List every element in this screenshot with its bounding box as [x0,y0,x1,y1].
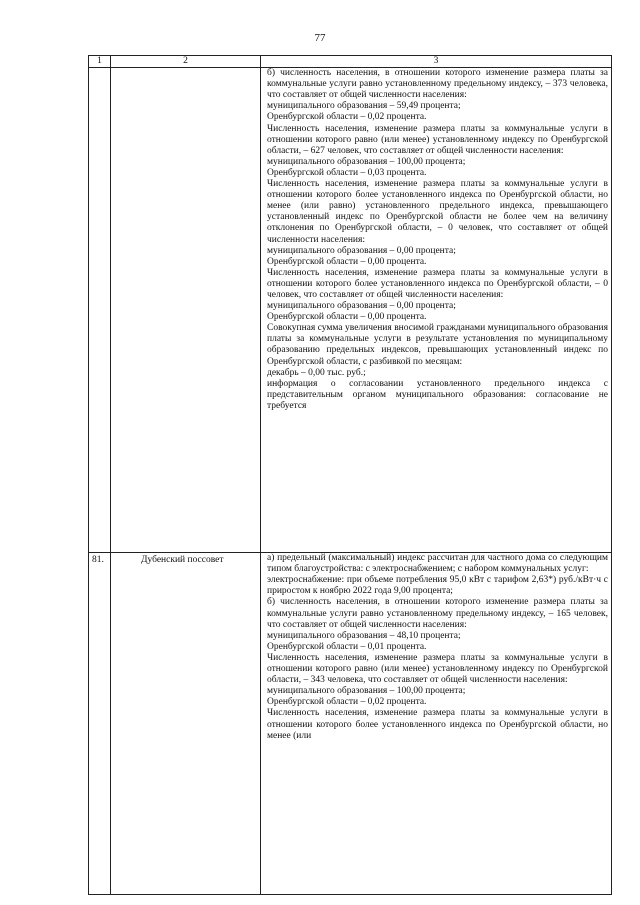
paragraph: а) предельный (максимальный) индекс рассчитан для частного дома со следующим типом благоустройства: с электроснабжением; с набором коммунальных услуг: [267,553,608,575]
paragraph: Оренбургской области – 0,02 процента. [267,697,427,708]
paragraph: электроснабжение: при объеме потребления 95,0 кВт с тарифом 2,63*) руб./кВт·ч с приростом к ноябрю 2022 года 9,00 процента; [267,575,608,597]
table-row [89,68,612,553]
paragraph: Оренбургской области – 0,03 процента. [267,167,427,178]
paragraph: муниципального образования – 59,49 процента; [267,101,461,112]
paragraph: Совокупная сумма увеличения вносимой гражданами муниципального образования платы за коммунальные услуги в результате установления по муниципальному образованию предельных индексов, превышающих установленный индекс по Оренбургской области, с разбивкой по месяцам: [267,323,608,367]
paragraph: Численность населения, изменение размера платы за коммунальные услуги в отношении которого равно (или менее) установленному индексу по Оренбургской области, – 627 человек, что составляет от общей численности населения: [267,123,608,156]
row-number: 81. [89,553,111,895]
document-table [88,55,612,895]
table-row [89,553,612,895]
page-number: 77 [314,32,326,44]
paragraph: б) численность населения, в отношении которого изменение размера платы за коммунальные услуги равно установленному предельному индексу, – 165 человек, что составляет от общей численности населения: [267,597,608,630]
paragraph: декабрь – 0,00 тыс. руб.; [267,367,366,378]
row-number [89,68,111,553]
paragraph: б) численность населения, в отношении которого изменение размера платы за коммунальные услуги равно установленному предельному индексу, – 373 человека, что составляет от общей численности населения: [267,68,608,101]
paragraph: Оренбургской области – 0,01 процента. [267,641,427,652]
paragraph: Оренбургской области – 0,00 процента. [267,256,427,267]
paragraph: Оренбургской области – 0,00 процента. [267,312,427,323]
paragraph: муниципального образования – 0,00 процента; [267,245,456,256]
paragraph: муниципального образования – 0,00 процента; [267,301,456,312]
municipality-name [111,68,261,553]
paragraph: информация о согласовании установленного предельного индекса с представительным органом муниципального образования: согласование не требуется [267,378,608,411]
paragraph: муниципального образования – 100,00 процента; [267,686,466,697]
table-header [89,56,612,68]
paragraph: Оренбургской области – 0,02 процента. [267,112,427,123]
paragraph: Численность населения, изменение размера платы за коммунальные услуги в отношении которого более установленного индекса по Оренбургской области, – 0 человек, что составляет от общей численности населения: [267,267,608,300]
row-description [261,68,612,553]
row-description [261,553,612,895]
paragraph: муниципального образования – 100,00 процента; [267,156,466,167]
paragraph: Численность населения, изменение размера платы за коммунальные услуги в отношении которого равно (или менее) установленному индексу по Оренбургской области, – 343 человека, что составляет от общей численности населения: [267,652,608,686]
paragraph: Численность населения, изменение размера платы за коммунальные услуги в отношении которого более установленного индекса по Оренбургской области, но менее (или [267,708,608,741]
column-header-1: 1 [89,56,111,68]
paragraph: Численность населения, изменение размера платы за коммунальные услуги в отношении которого более установленного индекса по Оренбургской области, но менее (или равно) установленного предельного индекса, превышающего установленный индекс по Оренбургской области не более чем на величину отклонения по Оренбургской области, – 0 человек, что составляет от общей численности населения: [267,179,608,245]
paragraph: муниципального образования – 48,10 процента; [267,630,461,641]
municipality-name: Дубенский поссовет [111,553,261,895]
column-header-3: 3 [261,56,612,68]
column-header-2: 2 [111,56,261,68]
